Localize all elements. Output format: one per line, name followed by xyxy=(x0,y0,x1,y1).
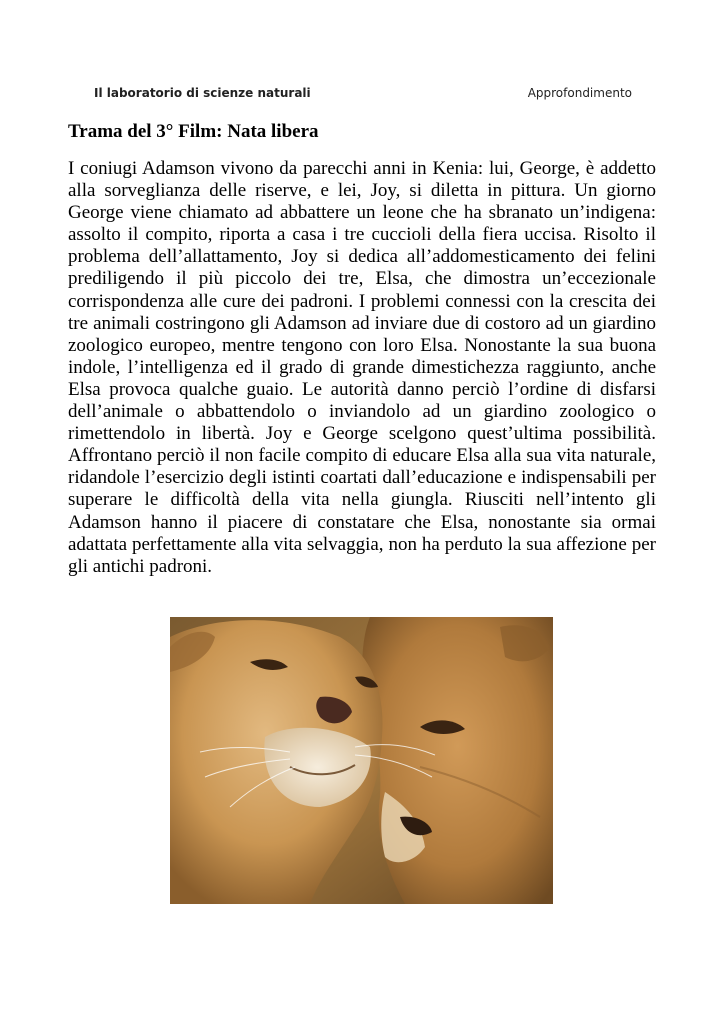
running-header xyxy=(94,86,632,104)
article-body: I coniugi Adamson vivono da parecchi anni in Kenia: lui, George, è addetto alla sorveglianza delle riserve, e lei, Joy, si diletta in pittura. Un giorno George viene chiamato ad abbattere un leone che ha sbranato un’indigena: assolto il compito, riporta a casa i tre cuccioli della fiera uccisa. Risolto il problema dell’allattamento, Joy si dedica all’addomesticamento dei felini prediligendo il più piccolo dei tre, Elsa, che dimostra un’eccezionale corrispondenza alle cure dei padroni. I problemi connessi con la crescita dei tre animali costringono gli Adamson ad inviare due di costoro ad un giardino zoologico europeo, mentre tengono con loro Elsa. Nonostante la sua buona indole, l’intelligenza ed il grado di grande dimestichezza raggiunto, anche Elsa provoca qualche guaio. Le autorità danno perciò l’ordine di disfarsi dell’animale o abbattendolo o inviandolo ad un giardino zoologico o rimettendolo in libertà. Joy e George scelgono quest’ultima possibilità. Affrontano perciò il non facile compito di educare Elsa alla sua vita naturale, ridandole l’esercizio degli istinti coartati dall’educazione e indispensabili per superare le difficoltà della vita nella giungla. Riusciti nell’intento gli Adamson hanno il piacere di constatare che Elsa, nonostante sia ormai adattata perfettamente alla vita selvaggia, non ha perduto la sua affezione per gli antichi padroni. xyxy=(68,158,656,577)
lionesses-photo xyxy=(170,617,553,904)
lionesses-illustration xyxy=(170,617,553,904)
article-title: Trama del 3° Film: Nata libera xyxy=(68,121,319,142)
header-section-type: Approfondimento xyxy=(527,86,632,100)
header-section-title: Il laboratorio di scienze naturali xyxy=(94,86,311,100)
